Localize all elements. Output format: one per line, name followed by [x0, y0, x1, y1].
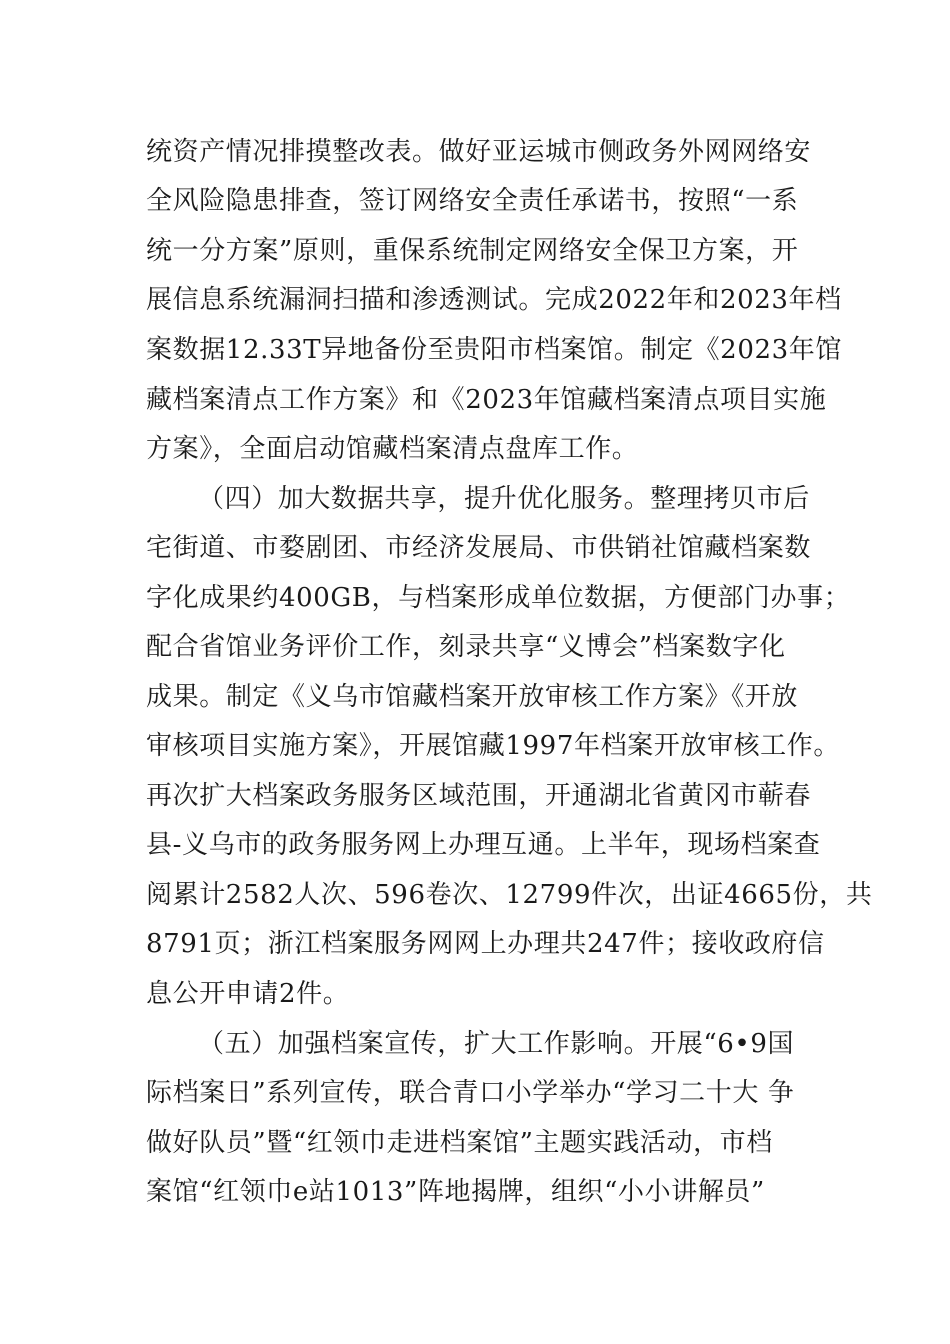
text-line: 宅街道、市婺剧团、市经济发展局、市供销社馆藏档案数	[146, 533, 812, 563]
text-line: 配合省馆业务评价工作，刻录共享“义博会”档案数字化	[146, 632, 786, 662]
text-line: 县-义乌市的政务服务网上办理互通。上半年，现场档案查	[146, 830, 821, 860]
text-line: 方案》，全面启动馆藏档案清点盘库工作。	[146, 434, 639, 464]
text-line: 藏档案清点工作方案》和《2023年馆藏档案清点项目实施	[146, 385, 827, 415]
text-line: 字化成果约400GB，与档案形成单位数据，方便部门办事；	[146, 583, 851, 613]
text-line: 统一分方案”原则，重保系统制定网络安全保卫方案，开	[146, 236, 799, 266]
text-line: 审核项目实施方案》，开展馆藏1997年档案开放审核工作。	[146, 731, 840, 761]
text-line: 际档案日”系列宣传，联合青口小学举办“学习二十大 争	[146, 1078, 795, 1108]
text-line: 息公开申请2件。	[146, 979, 350, 1009]
text-line: 做好队员”暨“红领巾走进档案馆”主题实践活动，市档	[146, 1128, 773, 1158]
text-line: 统资产情况排摸整改表。做好亚运城市侧政务外网网络安	[146, 137, 812, 167]
text-line: 全风险隐患排查，签订网络安全责任承诺书，按照“一系	[146, 186, 799, 216]
text-line: 案数据12.33T异地备份至贵阳市档案馆。制定《2023年馆	[146, 335, 842, 365]
section-heading-line: （四）加大数据共享，提升优化服务。整理拷贝市后	[198, 484, 810, 514]
text-line: 展信息系统漏洞扫描和渗透测试。完成2022年和2023年档	[146, 285, 842, 315]
text-line: 案馆“红领巾e站1013”阵地揭牌，组织“小小讲解员”	[146, 1177, 765, 1207]
text-line: 成果。制定《义乌市馆藏档案开放审核工作方案》《开放	[146, 682, 799, 712]
section-heading-line: （五）加强档案宣传，扩大工作影响。开展“6•9国	[198, 1029, 795, 1059]
text-line: 阅累计2582人次、596卷次、12799件次，出证4665份，共	[146, 880, 873, 910]
text-line: 再次扩大档案政务服务区域范围，开通湖北省黄冈市蕲春	[146, 781, 812, 811]
text-line: 8791页；浙江档案服务网网上办理共247件；接收政府信	[146, 929, 825, 959]
